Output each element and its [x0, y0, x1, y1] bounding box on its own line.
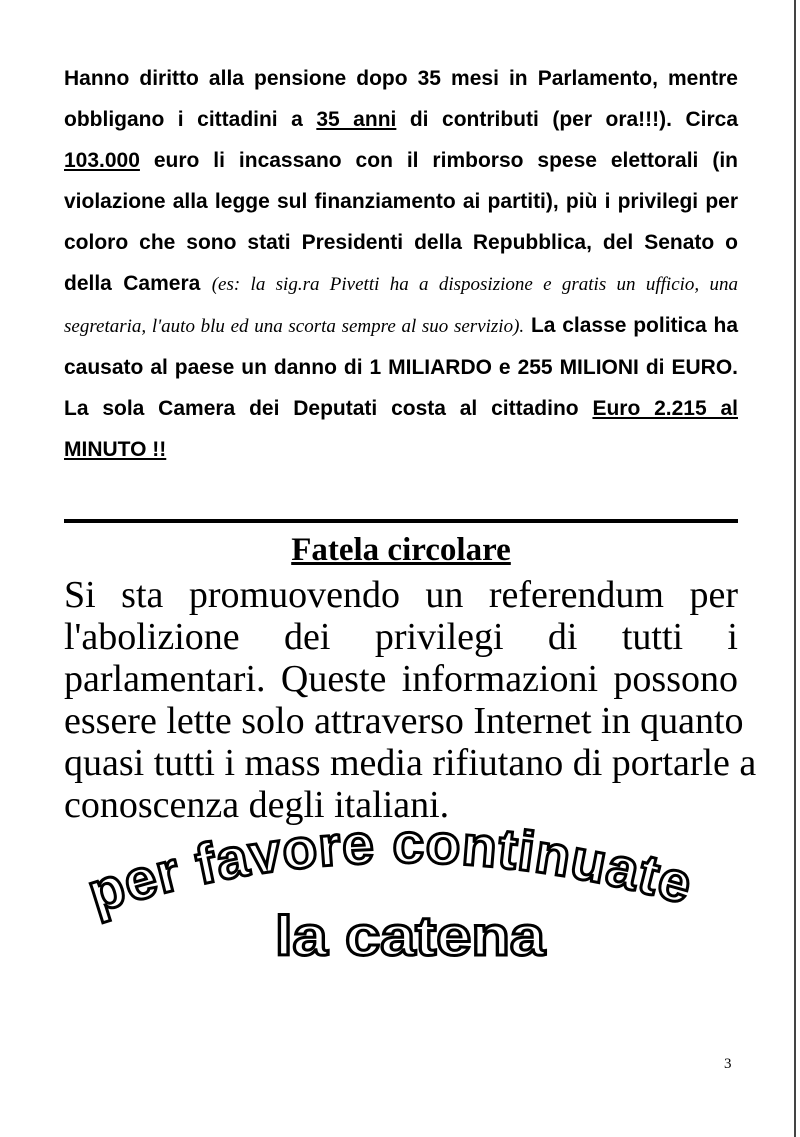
body-word: parlamentari. [64, 658, 266, 700]
body-line [64, 574, 738, 616]
text-segment: euro li incassano con il rimborso spese elettorali (in violazione alla legge sul finanziamento ai partiti), più i privilegi per coloro che sono stati Presidenti della Repubblica, del Senato o della Camera [64, 149, 738, 295]
body-word: promuovendo [188, 574, 400, 616]
text-segment: La classe politica ha causato al paese un danno di 1 MILIARDO e 255 MILIONI di EURO. La sola Camera dei Deputati costa al cittadino [64, 314, 738, 420]
body-word: di [547, 616, 578, 658]
underlined-years: 35 anni [316, 108, 397, 131]
body-word: informazioni [401, 658, 599, 700]
body-line [64, 742, 757, 784]
italic-example: (es: la sig.ra Pivetti ha a disposizione e gratis un ufficio, una segretaria, l'auto blu ed una scorta sempre al suo servizio). [64, 274, 738, 337]
wordart-line-1-path: per favore continuate [80, 820, 700, 925]
body-word: tutti [621, 616, 684, 658]
body-word: privilegi [374, 616, 504, 658]
body-word: possono [613, 658, 738, 700]
text-segment: di contributi (per ora!!!). Circa [396, 108, 739, 131]
body-word: i [727, 616, 738, 658]
body-word: conoscenza degli italiani. [64, 784, 450, 826]
body-word: per [689, 574, 738, 616]
wordart-line-2: la catena [275, 904, 546, 967]
body-word: essere lette solo attraverso Internet in quanto [64, 700, 744, 742]
body-word: sta [121, 574, 164, 616]
body-word: quasi tutti i mass media rifiutano di portarle a [64, 742, 757, 784]
body-line [64, 616, 738, 658]
body-word: dei [284, 616, 331, 658]
body-line [64, 700, 744, 742]
page-edge-line [794, 0, 796, 1137]
text-segment: Hanno diritto alla pensione dopo 35 mesi in Parlamento, mentre obbligano i cittadini a [64, 67, 738, 131]
wordart-banner [60, 820, 760, 980]
body-text [64, 574, 757, 826]
body-word: Si [64, 574, 96, 616]
underlined-amount: 103.000 [64, 149, 140, 172]
body-line [64, 658, 738, 700]
body-word: l'abolizione [64, 616, 240, 658]
top-paragraph [64, 58, 738, 470]
body-word: referendum [488, 574, 664, 616]
page-number: 3 [724, 1056, 732, 1072]
body-word: un [425, 574, 464, 616]
section-heading: Fatela circolare [291, 532, 511, 568]
body-word: Queste [280, 658, 387, 700]
underlined-cost-per-minute: Euro 2.215 al MINUTO !! [64, 397, 738, 461]
section-divider [64, 519, 738, 523]
